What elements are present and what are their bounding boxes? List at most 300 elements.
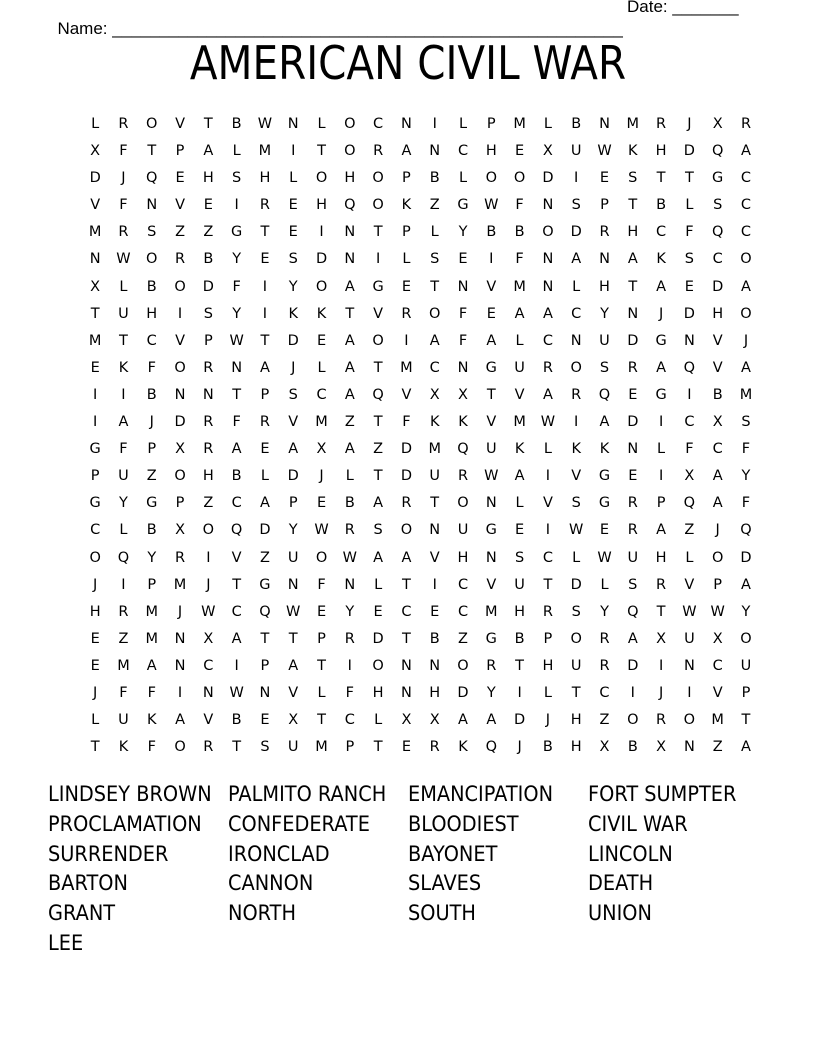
grid-letter: K [118, 739, 129, 756]
grid-letter: M [400, 359, 413, 376]
grid-letter: W [484, 197, 499, 214]
grid-letter: E [628, 386, 638, 403]
grid-letter: T [232, 386, 242, 403]
grid-letter: L [91, 712, 100, 729]
grid-letter: L [317, 116, 326, 132]
grid-letter: O [174, 739, 186, 756]
grid-letter: G [457, 197, 469, 214]
grid-letter: V [90, 197, 101, 214]
grid-letter: J [177, 603, 183, 620]
grid-letter: S [571, 495, 581, 512]
grid-letter: U [570, 657, 582, 674]
grid-letter: K [458, 414, 468, 431]
grid-letter: B [486, 224, 497, 241]
grid-letter: I [574, 414, 579, 431]
grid-letter: J [658, 684, 664, 701]
grid-letter: J [149, 414, 154, 431]
grid-letter: V [712, 359, 723, 376]
grid-letter: Z [344, 414, 355, 431]
grid-letter: K [628, 143, 638, 160]
grid-letter: J [319, 468, 324, 485]
word-list-item: NORTH [228, 901, 297, 926]
grid-letter: E [628, 468, 638, 485]
grid-letter: B [344, 495, 355, 512]
grid-letter: V [486, 278, 497, 295]
grid-letter: X [288, 712, 299, 729]
grid-letter: G [89, 495, 101, 512]
grid-letter: K [571, 441, 581, 458]
grid-letter: R [344, 630, 355, 647]
word-list-item: LINDSEY BROWN [48, 782, 212, 806]
grid-letter: A [344, 441, 355, 458]
grid-letter: O [429, 305, 441, 322]
grid-letter: E [401, 739, 411, 756]
grid-letter: R [571, 386, 582, 403]
grid-letter: A [741, 359, 751, 376]
grid-letter: D [683, 305, 695, 322]
grid-letter: I [545, 522, 551, 539]
grid-letter: O [202, 522, 215, 539]
grid-letter: N [457, 359, 469, 376]
grid-letter: S [684, 251, 694, 268]
grid-letter: A [344, 386, 355, 403]
grid-letter: C [90, 522, 101, 539]
grid-letter: B [656, 197, 667, 214]
grid-letter: M [626, 116, 640, 132]
grid-letter: V [373, 305, 384, 322]
grid-letter: P [486, 116, 496, 132]
grid-letter: D [570, 576, 582, 593]
word-list-item: CIVIL WAR [588, 811, 688, 836]
grid-letter: K [118, 359, 129, 376]
grid-letter: Y [288, 522, 298, 539]
grid-letter: P [600, 197, 609, 214]
grid-letter: W [286, 603, 301, 620]
grid-letter: C [712, 251, 723, 268]
letter-grid [81, 111, 760, 761]
grid-letter: Z [712, 739, 723, 756]
grid-letter: N [259, 684, 271, 701]
grid-letter: S [713, 197, 723, 214]
grid-letter: J [743, 332, 749, 349]
grid-letter: P [402, 224, 411, 241]
grid-letter: C [656, 224, 667, 241]
grid-letter: C [740, 170, 752, 187]
grid-letter: B [542, 739, 553, 756]
grid-letter: D [372, 630, 384, 647]
word-list-item: IRONCLAD [228, 841, 330, 866]
grid-letter: T [260, 630, 270, 647]
grid-letter: F [119, 441, 128, 458]
grid-letter: X [458, 386, 468, 403]
grid-letter: G [712, 170, 724, 187]
grid-letter: M [513, 116, 526, 132]
grid-letter: Q [344, 197, 356, 214]
grid-letter: A [542, 305, 553, 322]
grid-letter: H [542, 657, 554, 674]
grid-letter: N [457, 278, 469, 295]
grid-letter: X [656, 630, 667, 647]
grid-letter: Z [118, 630, 129, 647]
grid-letter: L [119, 522, 128, 539]
grid-letter: M [485, 603, 498, 620]
grid-letter: Z [373, 441, 384, 458]
grid-letter: V [175, 116, 185, 132]
grid-letter: D [315, 251, 328, 268]
grid-letter: L [685, 549, 694, 566]
grid-letter: N [570, 332, 582, 349]
grid-letter: E [401, 278, 411, 295]
grid-letter: N [542, 278, 554, 295]
grid-letter: Y [345, 603, 355, 620]
grid-letter: K [656, 251, 666, 268]
grid-letter: U [740, 657, 752, 674]
grid-letter: F [741, 495, 751, 512]
grid-letter: K [401, 197, 412, 214]
grid-letter: B [231, 712, 242, 729]
grid-letter: U [570, 143, 582, 160]
grid-letter: Z [203, 495, 214, 512]
grid-letter: N [599, 116, 610, 132]
grid-letter: N [429, 657, 441, 674]
grid-letter: T [119, 332, 128, 349]
grid-letter: O [400, 522, 413, 539]
grid-letter: M [173, 576, 187, 593]
grid-letter: U [429, 468, 441, 485]
grid-letter: T [232, 576, 242, 593]
grid-letter: C [146, 332, 157, 349]
grid-letter: D [627, 414, 639, 431]
grid-letter: A [712, 468, 723, 485]
grid-letter: T [401, 576, 411, 593]
grid-letter: B [571, 116, 582, 132]
grid-letter: N [400, 684, 412, 701]
grid-letter: M [315, 739, 328, 756]
grid-letter: X [712, 116, 723, 132]
grid-letter: C [457, 603, 469, 620]
grid-letter: A [373, 549, 384, 566]
grid-letter: Y [232, 251, 242, 268]
grid-letter: X [599, 739, 610, 756]
grid-letter: U [485, 441, 497, 458]
grid-letter: M [88, 332, 102, 349]
grid-letter: D [627, 657, 639, 674]
grid-letter: T [90, 305, 100, 322]
grid-letter: X [316, 441, 327, 458]
word-list-item: UNION [588, 901, 652, 926]
grid-letter: E [260, 251, 270, 268]
grid-letter: L [260, 468, 269, 485]
grid-letter: B [514, 630, 525, 647]
grid-letter: Q [711, 224, 724, 241]
grid-letter: G [372, 278, 384, 295]
grid-letter: M [117, 657, 130, 674]
grid-letter: N [174, 386, 186, 403]
grid-letter: L [515, 332, 524, 349]
grid-letter: V [288, 414, 299, 431]
grid-letter: U [457, 522, 469, 539]
grid-letter: E [430, 603, 440, 620]
grid-letter: I [432, 116, 437, 132]
grid-letter: P [260, 386, 270, 403]
grid-letter: W [314, 522, 329, 539]
grid-letter: F [458, 332, 468, 349]
grid-letter: O [174, 359, 186, 376]
grid-letter: S [203, 305, 213, 322]
grid-letter: H [485, 143, 497, 160]
grid-letter: I [545, 468, 551, 485]
grid-letter: A [373, 495, 384, 512]
grid-letter: T [373, 468, 383, 485]
grid-letter: R [373, 143, 384, 160]
grid-letter: S [260, 739, 270, 756]
grid-letter: D [570, 224, 582, 241]
grid-letter: O [315, 278, 328, 295]
grid-letter: W [201, 603, 216, 620]
grid-letter: D [89, 170, 101, 187]
grid-letter: J [291, 359, 296, 376]
grid-letter: I [177, 684, 183, 701]
grid-letter: B [712, 386, 723, 403]
grid-letter: L [119, 278, 128, 295]
grid-letter: J [658, 305, 664, 322]
grid-letter: O [740, 251, 752, 268]
grid-letter: T [317, 657, 326, 674]
grid-letter: V [486, 576, 497, 593]
grid-letter: Y [486, 684, 496, 701]
word-list-item: SURRENDER [48, 841, 169, 866]
grid-letter: A [203, 143, 214, 160]
grid-letter: N [683, 657, 695, 674]
grid-letter: N [344, 224, 356, 241]
grid-letter: G [146, 495, 158, 512]
grid-letter: A [514, 305, 525, 322]
grid-letter: A [741, 739, 751, 756]
grid-letter: N [429, 522, 441, 539]
grid-letter: A [175, 712, 185, 729]
grid-letter: N [627, 441, 639, 458]
grid-letter: A [656, 359, 667, 376]
grid-letter: Q [117, 549, 130, 566]
grid-letter: B [203, 251, 214, 268]
grid-letter: M [739, 386, 753, 403]
grid-letter: O [315, 549, 328, 566]
grid-letter: R [627, 522, 638, 539]
grid-letter: E [599, 522, 610, 539]
grid-letter: V [429, 549, 440, 566]
word-list-item: PALMITO RANCH [228, 782, 387, 806]
grid-letter: A [344, 359, 355, 376]
grid-letter: F [147, 359, 156, 376]
grid-letter: N [683, 332, 695, 349]
grid-letter: V [712, 332, 723, 349]
grid-letter: P [345, 739, 355, 756]
grid-letter: C [740, 224, 752, 241]
grid-letter: A [486, 332, 497, 349]
grid-letter: U [118, 305, 129, 322]
grid-letter: E [316, 495, 327, 512]
grid-letter: R [627, 495, 638, 512]
grid-letter: D [400, 441, 412, 458]
grid-letter: A [656, 522, 667, 539]
grid-letter: A [542, 386, 553, 403]
grid-letter: A [231, 441, 242, 458]
grid-letter: F [232, 278, 241, 295]
grid-letter: B [627, 739, 638, 756]
grid-letter: O [457, 495, 469, 512]
grid-letter: Z [458, 630, 468, 647]
grid-letter: L [543, 116, 552, 132]
grid-letter: S [232, 170, 242, 187]
grid-letter: K [599, 441, 610, 458]
grid-letter: N [627, 305, 639, 322]
grid-letter: T [486, 386, 496, 403]
grid-letter: H [259, 170, 271, 187]
page-title: AMERICAN CIVIL WAR [189, 36, 627, 90]
grid-letter: N [344, 576, 356, 593]
grid-letter: W [597, 549, 612, 566]
grid-letter: Y [147, 549, 157, 566]
grid-letter: T [656, 603, 666, 620]
grid-letter: F [147, 684, 156, 701]
grid-letter: T [288, 630, 298, 647]
grid-letter: A [401, 143, 412, 160]
grid-letter: R [656, 576, 667, 593]
grid-letter: N [542, 251, 554, 268]
grid-letter: F [345, 684, 354, 701]
word-list-item: BARTON [48, 871, 128, 896]
word-list-item: SOUTH [408, 901, 476, 926]
grid-letter: I [658, 414, 664, 431]
grid-letter: J [93, 684, 98, 701]
grid-letter: A [231, 630, 242, 647]
grid-letter: E [599, 170, 610, 187]
grid-letter: P [175, 495, 185, 512]
grid-letter: R [259, 414, 270, 431]
grid-letter: I [93, 386, 98, 403]
grid-letter: N [287, 576, 299, 593]
grid-letter: S [628, 576, 638, 593]
grid-letter: O [315, 170, 328, 187]
grid-letter: J [121, 170, 126, 187]
grid-letter: C [712, 657, 723, 674]
grid-letter: T [317, 143, 326, 160]
grid-letter: E [373, 603, 383, 620]
grid-letter: P [317, 630, 326, 647]
grid-letter: U [118, 712, 129, 729]
grid-letter: U [514, 576, 525, 593]
grid-letter: S [147, 224, 157, 241]
grid-letter: P [175, 143, 185, 160]
grid-letter: R [401, 495, 412, 512]
grid-letter: H [655, 143, 667, 160]
grid-letter: C [429, 359, 440, 376]
grid-letter: J [715, 522, 720, 539]
grid-letter: P [288, 495, 298, 512]
grid-letter: V [514, 386, 525, 403]
grid-letter: O [683, 712, 696, 729]
grid-letter: Y [741, 603, 751, 620]
grid-letter: O [457, 657, 469, 674]
grid-letter: N [174, 630, 186, 647]
grid-letter: N [202, 386, 214, 403]
grid-letter: M [145, 603, 158, 620]
word-list-item: GRANT [48, 901, 116, 926]
grid-letter: R [203, 739, 214, 756]
grid-letter: T [515, 657, 525, 674]
grid-letter: I [432, 576, 437, 593]
grid-letter: E [515, 143, 525, 160]
grid-letter: R [401, 305, 412, 322]
grid-letter: P [402, 170, 411, 187]
grid-letter: A [401, 549, 412, 566]
grid-letter: Y [600, 603, 609, 620]
grid-letter: R [627, 359, 638, 376]
grid-letter: T [684, 170, 694, 187]
grid-letter: O [740, 630, 752, 647]
grid-letter: L [317, 684, 326, 701]
grid-letter: N [485, 495, 497, 512]
name-field[interactable]: Name: ______________________________________________________ [57, 19, 623, 38]
word-list-item: BAYONET [408, 841, 498, 866]
grid-letter: O [570, 630, 582, 647]
grid-letter: C [542, 332, 553, 349]
grid-letter: A [571, 251, 582, 268]
grid-letter: T [373, 224, 383, 241]
grid-letter: Z [599, 712, 610, 729]
grid-letter: B [146, 522, 157, 539]
grid-letter: L [402, 251, 411, 268]
grid-letter: C [373, 116, 384, 132]
grid-letter: I [262, 305, 268, 322]
grid-letter: H [146, 305, 158, 322]
grid-letter: U [627, 549, 639, 566]
grid-letter: H [599, 278, 610, 295]
grid-letter: A [344, 278, 355, 295]
grid-letter: U [287, 739, 299, 756]
grid-letter: W [116, 251, 131, 268]
grid-letter: R [542, 359, 553, 376]
grid-letter: A [627, 630, 638, 647]
grid-letter: G [89, 441, 101, 458]
grid-letter: I [630, 684, 635, 701]
grid-letter: G [231, 224, 243, 241]
date-field[interactable]: Date: _______ [627, 0, 739, 16]
grid-letter: S [599, 359, 610, 376]
grid-letter: P [741, 684, 751, 701]
grid-letter: W [229, 684, 244, 701]
grid-letter: S [514, 549, 525, 566]
grid-letter: O [372, 170, 384, 187]
grid-letter: E [175, 170, 185, 187]
grid-letter: E [316, 332, 327, 349]
grid-letter: N [344, 251, 356, 268]
grid-letter: U [599, 332, 610, 349]
grid-letter: R [542, 603, 553, 620]
grid-letter: I [319, 224, 324, 241]
grid-letter: U [514, 359, 525, 376]
grid-letter: I [687, 684, 692, 701]
grid-letter: O [174, 468, 186, 485]
grid-letter: S [430, 251, 440, 268]
grid-letter: Q [457, 441, 469, 458]
grid-letter: V [401, 386, 412, 403]
grid-letter: L [374, 712, 383, 729]
grid-letter: T [373, 739, 383, 756]
grid-letter: X [656, 739, 667, 756]
grid-letter: I [262, 278, 268, 295]
grid-letter: L [543, 441, 552, 458]
